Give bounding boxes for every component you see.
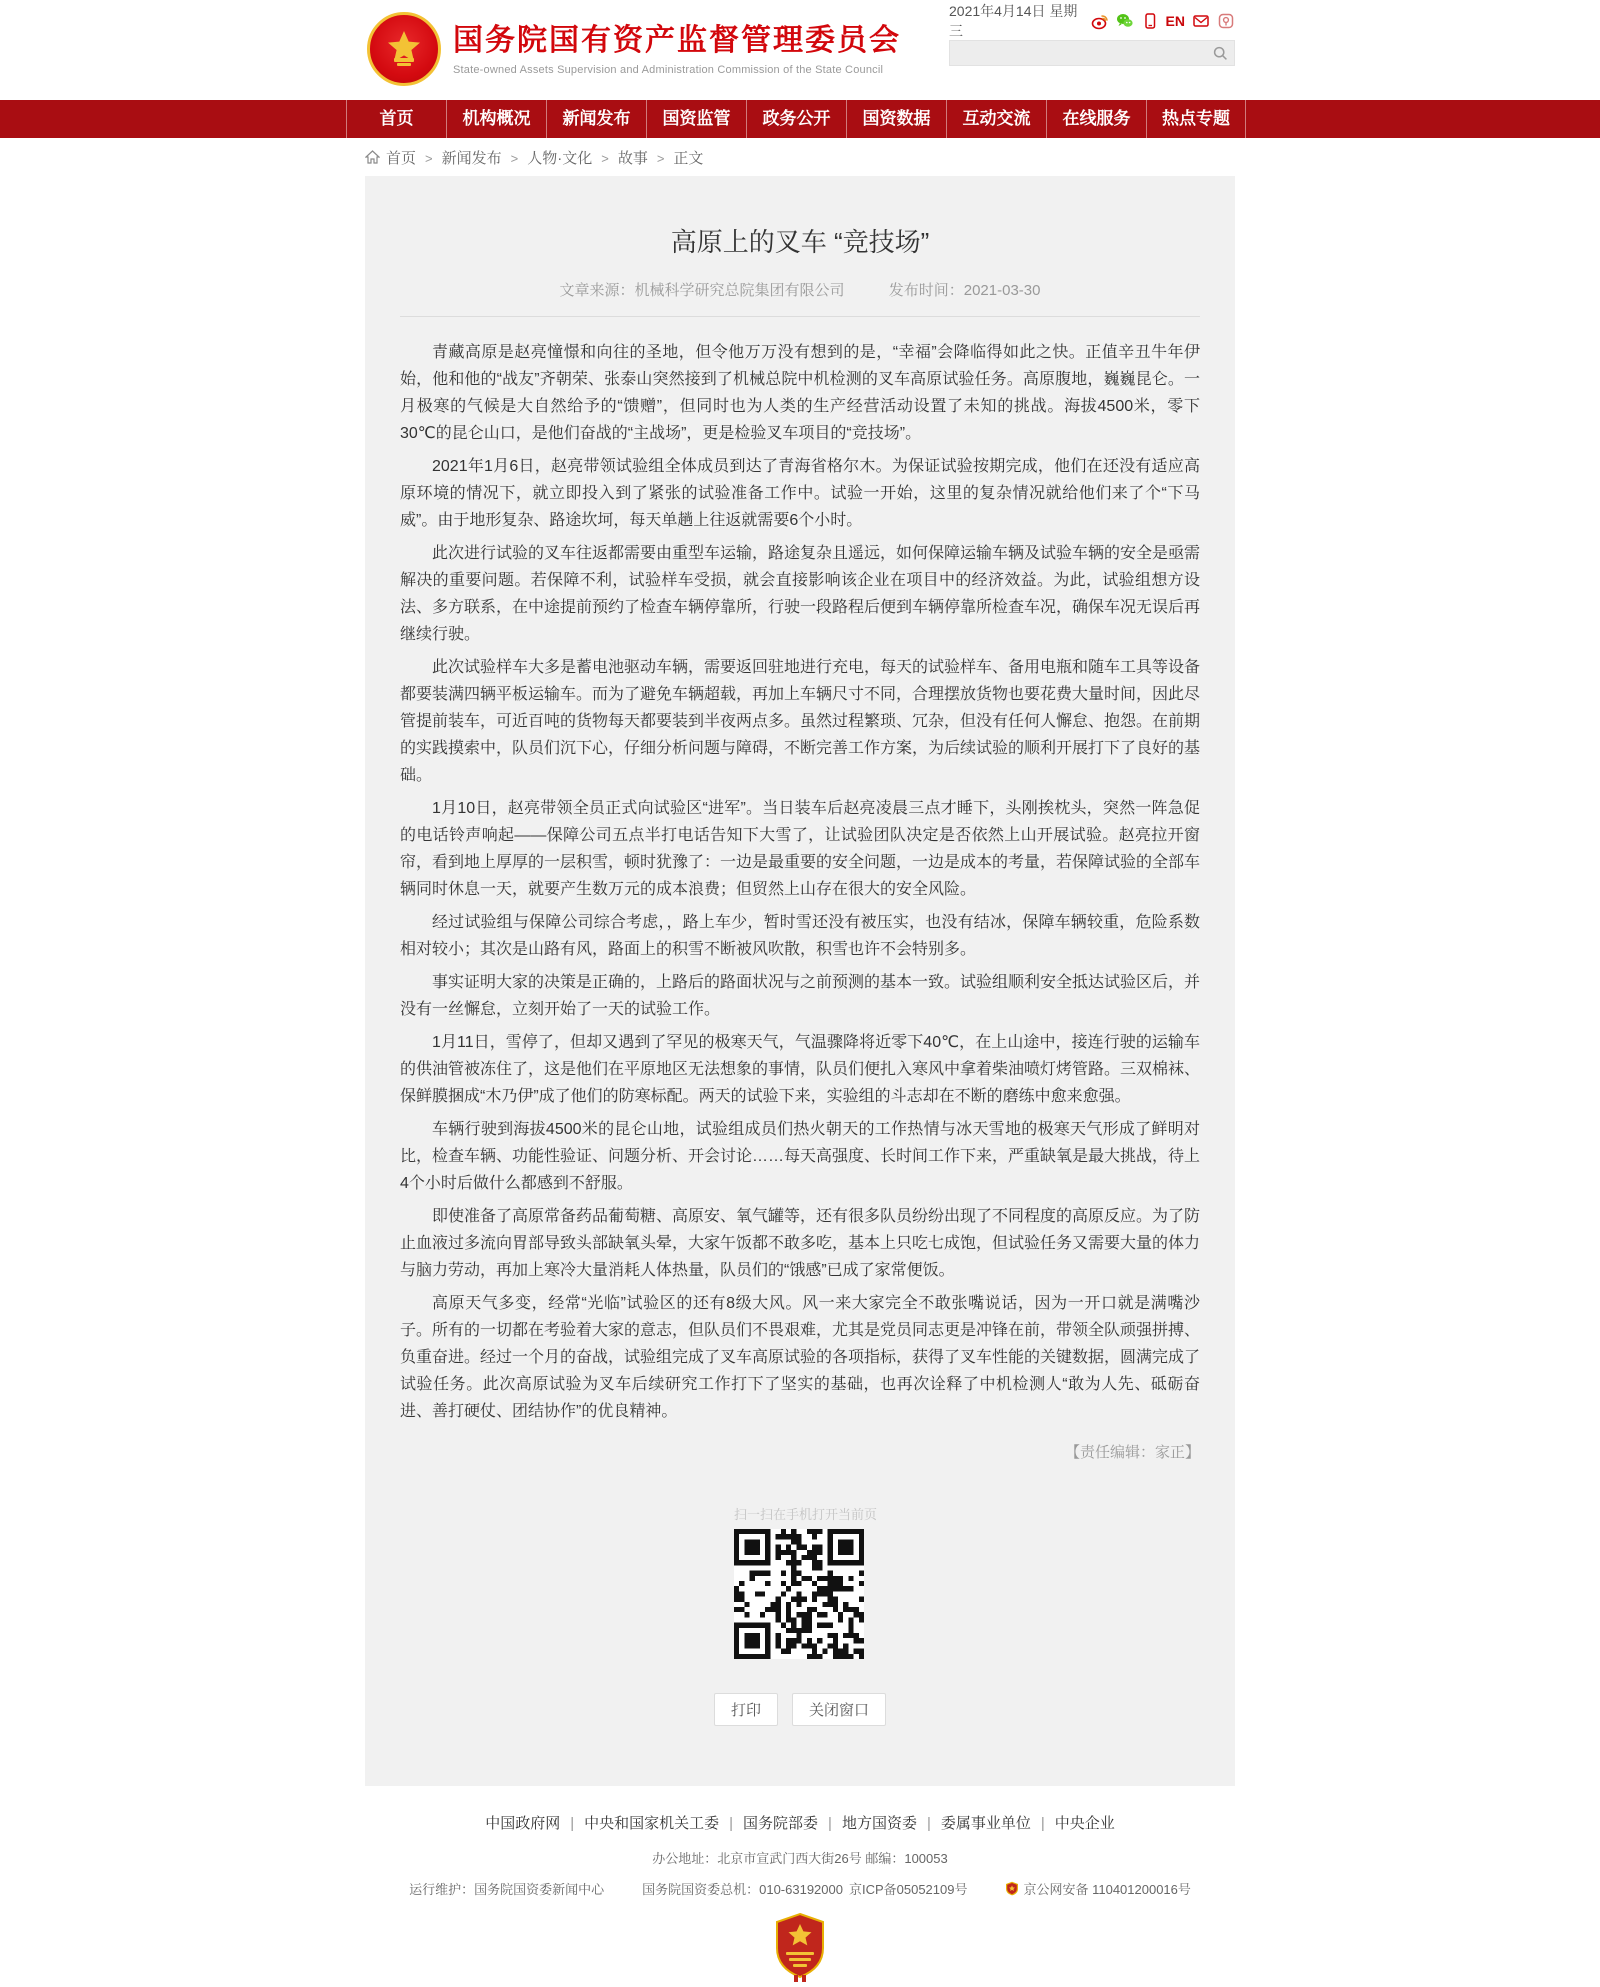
footer-link[interactable]: | 国务院部委 [719, 1812, 818, 1833]
public-security-shield-icon [1005, 1881, 1019, 1896]
article-paragraph: 经过试验组与保障公司综合考虑，，路上车少，暂时雪还没有被压实，也没有结冰，保障车辆较重，危险系数相对较小；其次是山路有风，路面上的积雪不断被风吹散，积雪也许不会特别多。 [400, 914, 1200, 958]
nav-item[interactable]: 新闻发布 [546, 100, 646, 138]
footer-link[interactable]: | 地方国资委 [818, 1812, 917, 1833]
wechat-icon[interactable] [1116, 12, 1134, 30]
site-title: 国务院国有资产监督管理委员会 [453, 23, 901, 57]
search-box [949, 40, 1235, 66]
footer-link[interactable]: | 中央和国家机关工委 [560, 1812, 719, 1833]
article-paragraph: 高原天气多变，经常“光临”试验区的还有8级大风。风一来大家完全不敢张嘴说话，因为一开口就是满嘴沙子。所有的一切都在考验着大家的意志，但队员们不畏艰难，尤其是党员同志更是冲锋在前，带领全队顽强拼搏、负重奋进。经过一个月的奋战，试验组完成了叉车高原试验的各项指标，获得了叉车性能的关键数据，圆满完成了试验任务。此次高原试验为叉车后续研究工作打下了坚实的基础，也再次诠释了中机检测人“敢为人先、砥砺奋进、善打硬仗、团结协作”的优良精神。 [400, 1295, 1201, 1420]
lang-en-link[interactable]: EN [1165, 13, 1185, 29]
breadcrumb [386, 147, 703, 168]
current-date: 2021年4月14日 星期三 [949, 3, 1078, 39]
footer-links [0, 1812, 1600, 1833]
nav-item[interactable]: 首页 [346, 100, 446, 138]
article-meta [400, 279, 1200, 317]
article-panel [365, 176, 1235, 1786]
article-publish-time: 发布时间：2021-03-30 [888, 282, 1041, 299]
nav-item[interactable]: 机构概况 [446, 100, 546, 138]
main-nav [0, 100, 1600, 138]
qr-code [734, 1529, 864, 1659]
site-header [0, 0, 1600, 100]
breadcrumb-bar [0, 138, 1600, 176]
article-paragraph: 车辆行驶到海拔4500米的昆仑山地，试验组成员们热火朝天的工作热情与冰天雪地的极寒天气形成了鲜明对比，检查车辆、功能性验证、问题分析、开会讨论……每天高强度、长时间工作下来，严重缺氧是最大挑战，待上4个小时后做什么都感到不舒服。 [400, 1121, 1201, 1192]
mail-icon[interactable] [1192, 12, 1210, 30]
footer-phone: 国务院国资委总机：010-63192000 [642, 1882, 843, 1897]
print-button[interactable]: 打印 [714, 1693, 778, 1726]
qr-caption: 扫一扫在手机打开当前页 [734, 1507, 878, 1522]
article-body [365, 317, 1235, 1425]
government-badge-icon [774, 1912, 826, 1987]
breadcrumb-item[interactable]: > 人物·文化 [502, 147, 593, 168]
nav-item[interactable]: 政务公开 [746, 100, 846, 138]
breadcrumb-item[interactable]: > 故事 [592, 147, 648, 168]
breadcrumb-item[interactable]: > 新闻发布 [416, 147, 502, 168]
location-icon[interactable] [1217, 12, 1235, 30]
search-button[interactable] [1206, 41, 1234, 65]
breadcrumb-item[interactable]: > 正文 [648, 147, 704, 168]
weibo-icon[interactable] [1091, 12, 1109, 30]
article-paragraph: 青藏高原是赵亮憧憬和向往的圣地，但令他万万没有想到的是，“幸福”会降临得如此之快。正值辛丑牛年伊始，他和他的“战友”齐朝荣、张泰山突然接到了机械总院中机检测的叉车高原试验任务。高原腹地，巍巍昆仑。一月极寒的气候是大自然给予的“馈赠”，但同时也为人类的生产经营活动设置了未知的挑战。海拔4500米，零下30℃的昆仑山口，是他们奋战的“主战场”，更是检验叉车项目的“竞技场”。 [400, 344, 1200, 442]
footer-link[interactable]: 中国政府网 [485, 1815, 561, 1832]
site-logo[interactable] [367, 12, 901, 86]
nav-item[interactable]: 在线服务 [1046, 100, 1146, 138]
site-footer [0, 1786, 1600, 1987]
footer-link[interactable]: | 委属事业单位 [917, 1812, 1031, 1833]
editor-line: 【责任编辑：家正】 [1064, 1444, 1200, 1461]
nav-item[interactable]: 互动交流 [946, 100, 1046, 138]
article-paragraph: 事实证明大家的决策是正确的，上路后的路面状况与之前预测的基本一致。试验组顺利安全抵达试验区后，并没有一丝懈怠，立刻开始了一天的试验工作。 [400, 974, 1201, 1018]
footer-icp[interactable]: 京ICP备05052109号 [848, 1882, 968, 1897]
national-emblem-icon [367, 12, 441, 86]
article-source: 文章来源：机械科学研究总院集团有限公司 [559, 282, 845, 299]
home-icon[interactable] [365, 150, 380, 164]
nav-item[interactable]: 国资监管 [646, 100, 746, 138]
nav-item[interactable]: 热点专题 [1146, 100, 1246, 138]
article-paragraph: 此次进行试验的叉车往返都需要由重型车运输，路途复杂且遥远，如何保障运输车辆及试验车辆的安全是亟需解决的重要问题。若保障不利，试验样车受损，就会直接影响该企业在项目中的经济效益。为此，试验组想方设法、多方联系，在中途提前预约了检查车辆停靠所，行驶一段路程后便到车辆停靠所检查车况，确保车况无误后再继续行驶。 [400, 545, 1201, 643]
site-subtitle: State-owned Assets Supervision and Administration Commission of the State Council [453, 63, 884, 76]
footer-maintenance: 运行维护：国务院国资委新闻中心 [409, 1882, 605, 1897]
mobile-icon[interactable] [1141, 12, 1159, 30]
search-input[interactable] [950, 41, 1206, 65]
qr-section [734, 1504, 878, 1659]
footer-link[interactable]: | 中央企业 [1031, 1812, 1115, 1833]
article-paragraph: 2021年1月6日，赵亮带领试验组全体成员到达了青海省格尔木。为保证试验按期完成，他们在还没有适应高原环境的情况下，就立即投入到了紧张的试验准备工作中。试验一开始，这里的复杂情况就给他们来了个“下马威”。由于地形复杂、路途坎坷，每天单趟上往返就需要6个小时。 [400, 458, 1200, 529]
article-paragraph: 即使准备了高原常备药品葡萄糖、高原安、氧气罐等，还有很多队员纷纷出现了不同程度的高原反应。为了防止血液过多流向胃部导致头部缺氧头晕，大家午饭都不敢多吃，基本上只吃七成饱，但试验任务又需要大量的体力与脑力劳动，再加上寒冷大量消耗人体热量，队员们的“饿感”已成了家常便饭。 [400, 1208, 1201, 1279]
article-title: 高原上的叉车 “竞技场” [670, 227, 930, 257]
search-icon [1213, 46, 1228, 61]
article-paragraph: 此次试验样车大多是蓄电池驱动车辆，需要返回驻地进行充电，每天的试验样车、备用电瓶和随车工具等设备都要装满四辆平板运输车。而为了避免车辆超载，再加上车辆尺寸不同，合理摆放货物也要花费大量时间，因此尽管提前装车，可近百吨的货物每天都要装到半夜两点多。虽然过程繁琐、冗杂，但没有任何人懈怠、抱怨。在前期的实践摸索中，队员们沉下心，仔细分析问题与障碍，不断完善工作方案，为后续试验的顺利开展打下了良好的基础。 [400, 659, 1201, 784]
nav-item[interactable]: 国资数据 [846, 100, 946, 138]
footer-address: 办公地址：北京市宣武门西大街26号 邮编：100053 [652, 1851, 948, 1866]
close-window-button[interactable]: 关闭窗口 [792, 1693, 886, 1726]
breadcrumb-item[interactable]: 首页 [386, 149, 417, 167]
article-paragraph: 1月10日，赵亮带领全员正式向试验区“进军”。当日装车后赵亮凌晨三点才睡下，头刚挨枕头，突然一阵急促的电话铃声响起——保障公司五点半打电话告知下大雪了，让试验团队决定是否依然上山开展试验。赵亮拉开窗帘，看到地上厚厚的一层积雪，顿时犹豫了：一边是最重要的安全问题，一边是成本的考量，若保障试验的全部车辆同时休息一天，就要产生数万元的成本浪费；但贸然上山存在很大的安全风险。 [400, 800, 1201, 898]
footer-security-link[interactable]: 京公网安备 110401200016号 [1005, 1879, 1190, 1898]
article-paragraph: 1月11日，雪停了，但却又遇到了罕见的极寒天气，气温骤降将近零下40℃，在上山途中，接连行驶的运输车的供油管被冻住了，这是他们在平原地区无法想象的事情，队员们便扎入寒风中拿着柴油喷灯烤管路。三双棉袜、保鲜膜捆成“木乃伊”成了他们的防寒标配。两天的试验下来，实验组的斗志却在不断的磨练中愈来愈强。 [400, 1034, 1201, 1105]
